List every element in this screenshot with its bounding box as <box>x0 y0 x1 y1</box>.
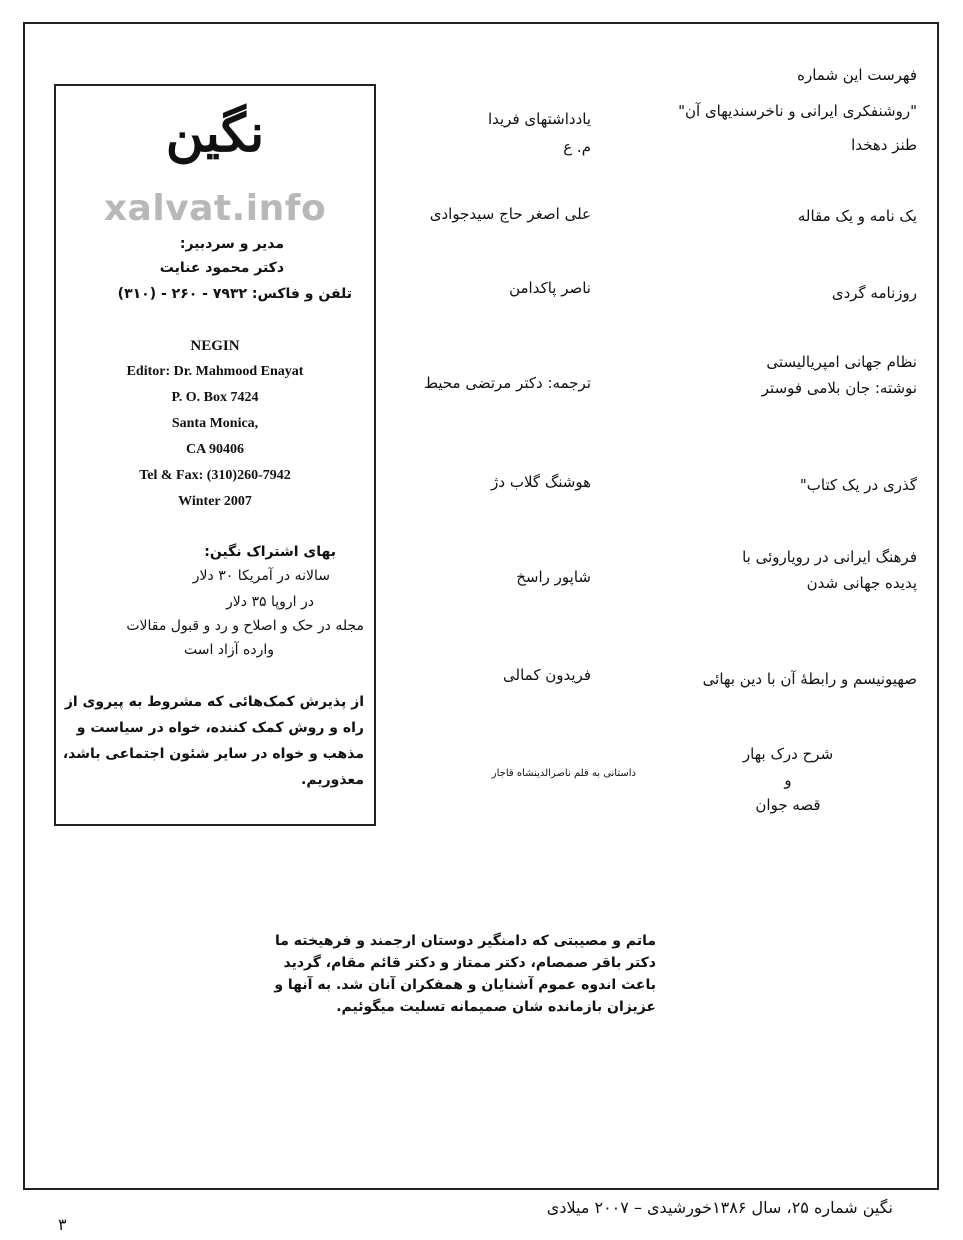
policy-line: مذهب و خواه در سایر شئون اجتماعی باشد، <box>62 746 364 762</box>
toc-entry-title: قصه جوان <box>755 796 821 814</box>
policy-line: معذوریم. <box>301 772 364 788</box>
en-zip: CA 90406 <box>186 442 244 457</box>
condolence-note <box>274 930 656 1018</box>
en-editor: Editor: Dr. Mahmood Enayat <box>126 364 304 379</box>
phone-fa: تلفن و فاکس: ۷۹۳۲ - ۲۶۰ - (۳۱۰) <box>117 286 352 302</box>
toc-entry-title: و <box>784 771 792 789</box>
condolence-line: عزیزان بازمانده شان صمیمانه تسلیت میگوئیم. <box>336 999 656 1015</box>
toc-header: فهرست این شماره <box>797 66 917 84</box>
toc-entry-author: داستانی به قلم ناصرالدینشاه قاجار <box>491 768 636 779</box>
condolence-line: ماتم و مصیبتی که دامنگیر دوستان ارجمند و فرهیخته ما <box>275 933 656 949</box>
policy-line: از پذیرش کمک‌هائی که مشروط به پیروی از <box>64 694 364 710</box>
toc-entry-title: نوشته: جان بلامی فوستر <box>761 379 917 397</box>
en-season: Winter 2007 <box>178 494 252 509</box>
condolence-line: دکتر باقر صمصام، دکتر ممتاز و دکتر قائم مقام، گردید <box>283 955 656 971</box>
policy-line: راه و روش کمک کننده، خواه در سیاست و <box>76 720 364 736</box>
en-city: Santa Monica, <box>171 416 259 431</box>
subscription-label: بهای اشتراک نگین: <box>204 544 336 560</box>
policy-line: وارده آزاد است <box>183 642 274 658</box>
toc-entry-title: فرهنگ ایرانی در رویاروئی با <box>742 548 917 566</box>
toc-entry-title: "روشنفکری ایرانی و ناخرسندیهای آن" <box>678 102 917 120</box>
toc-entry-title: گذری در یک کتاب" <box>799 476 917 494</box>
masthead-box <box>54 84 376 826</box>
toc-entry-author: شاپور راسخ <box>516 568 591 586</box>
subscription-line: در اروپا ۳۵ دلار <box>226 594 314 610</box>
page-number: ۳ <box>58 1215 67 1234</box>
toc-entry-title: طنز دهخدا <box>851 136 917 154</box>
subscription-line: سالانه در آمریکا ۳۰ دلار <box>192 568 330 584</box>
toc-entry-title: روزنامه گردی <box>831 284 917 302</box>
en-phone: Tel & Fax: (310)260-7942 <box>139 468 291 483</box>
editor-label: مدیر و سردبیر: <box>179 236 284 252</box>
en-pobox: P. O. Box 7424 <box>171 390 259 405</box>
toc-entry-author: ناصر پاکدامن <box>509 279 591 297</box>
issue-footer: نگین شماره ۲۵، سال ۱۳۸۶خورشیدی – ۲۰۰۷ میلادی <box>546 1198 893 1217</box>
condolence-line: باعث اندوه عموم آشنایان و همفکران آنان شد. به آنها و <box>274 977 656 993</box>
editor-name: دکتر محمود عنایت <box>159 260 284 276</box>
toc-entry-author: علی اصغر حاج سیدجوادی <box>429 205 591 223</box>
watermark: xalvat.info <box>103 188 327 229</box>
en-title: NEGIN <box>190 338 240 354</box>
toc-entry-title: نظام جهانی امپریالیستی <box>766 353 917 371</box>
toc-entry-author: یادداشتهای فریدا <box>487 110 591 128</box>
magazine-logo: نگین <box>165 103 265 164</box>
toc-entry-author: هوشنگ گلاب دژ <box>491 473 591 491</box>
toc-entry-author: ترجمه: دکتر مرتضی محیط <box>424 374 591 392</box>
policy-line: مجله در حک و اصلاح و رد و قبول مقالات <box>126 618 364 634</box>
toc-entry-title: صهیونیسم و رابطهٔ آن با دین بهائی <box>702 670 917 688</box>
toc-entry-title: یک نامه و یک مقاله <box>797 207 917 225</box>
toc-entry-title: پدیده جهانی شدن <box>806 574 917 592</box>
toc-entry-author: م. ع <box>563 138 591 156</box>
toc-entry-author: فریدون کمالی <box>503 666 591 684</box>
toc-entry-title: شرح درک بهار <box>742 745 834 763</box>
